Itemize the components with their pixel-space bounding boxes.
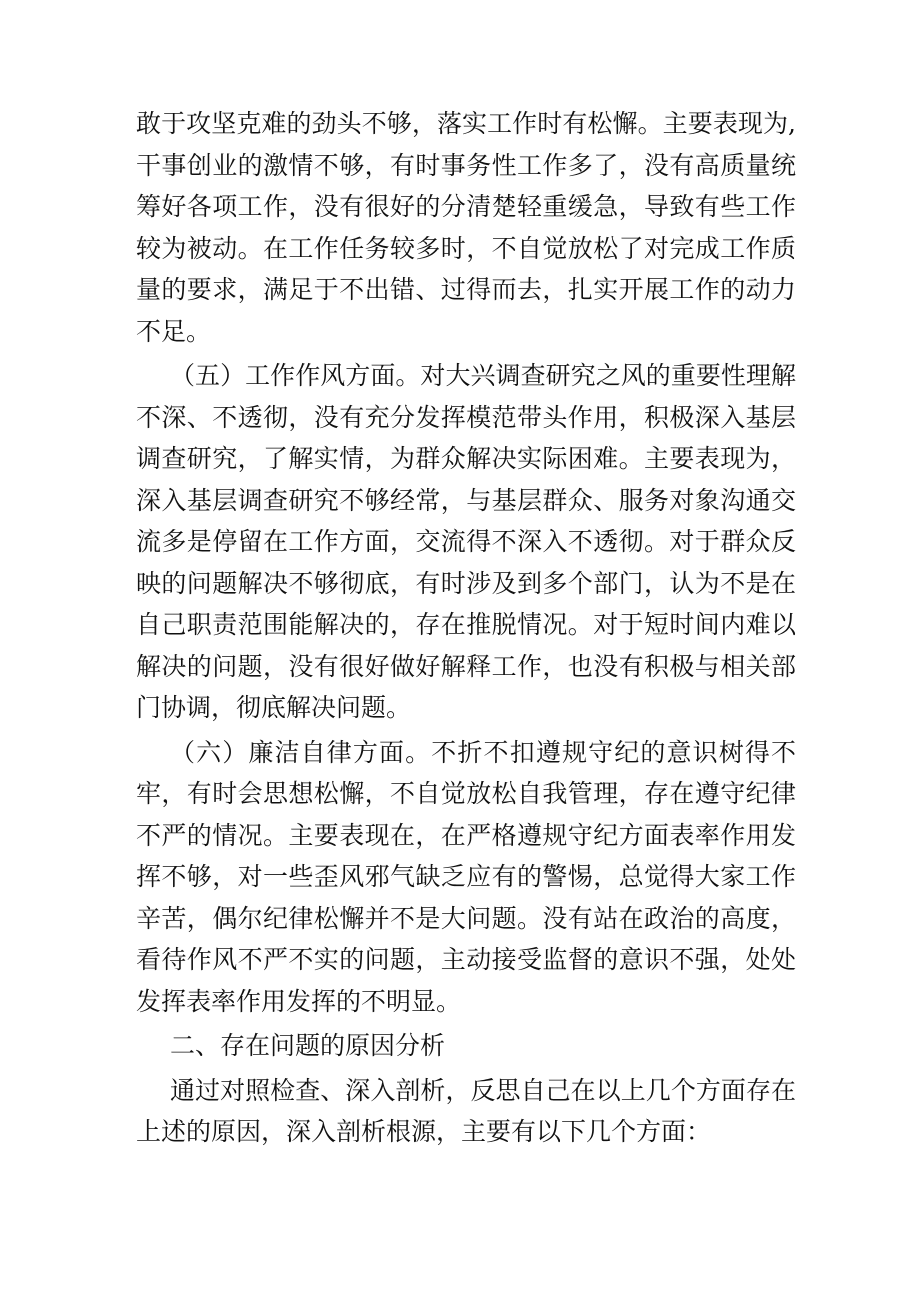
paragraph-cause-intro: 通过对照检查、深入剖析，反思自己在以上几个方面存在上述的原因，深入剖析根源，主要有以下几个方面： <box>136 1075 796 1146</box>
section-heading-cause-analysis: 二、存在问题的原因分析 <box>170 1031 446 1060</box>
paragraph-work-style: （五）工作作风方面。对大兴调查研究之风的重要性理解不深、不透彻，没有充分发挥模范带头作用，积极深入基层调查研究，了解实情，为群众解决实际困难。主要表现为，深入基层调查研究不够经常，与基层群众、服务对象沟通交流多是停留在工作方面，交流得不深入不透彻。对于群众反映的问题解决不够彻底，有时涉及到多个部门，认为不是在自己职责范围能解决的，存在推脱情况。对于短时间内难以解决的问题，没有很好做好解释工作，也没有积极与相关部门协调，彻底解决问题。 <box>136 361 796 722</box>
document-body <box>136 103 796 1156</box>
paragraph-integrity-self-discipline: （六）廉洁自律方面。不折不扣遵规守纪的意识树得不牢，有时会思想松懈，不自觉放松自我管理，存在遵守纪律不严的情况。主要表现在，在严格遵规守纪方面表率作用发挥不够，对一些歪风邪气缺乏应有的警惕，总觉得大家工作辛苦，偶尔纪律松懈并不是大问题。没有站在政治的高度，看待作风不严不实的问题，主动接受监督的意识不强，处处发挥表率作用发挥的不明显。 <box>136 737 796 1016</box>
paragraph-work-attitude: 敢于攻坚克难的劲头不够，落实工作时有松懈。主要表现为,干事创业的激情不够，有时事务性工作多了，没有高质量统筹好各项工作，没有很好的分清楚轻重缓急，导致有些工作较为被动。在工作任务较多时，不自觉放松了对完成工作质量的要求，满足于不出错、过得而去，扎实开展工作的动力不足。 <box>136 109 796 346</box>
